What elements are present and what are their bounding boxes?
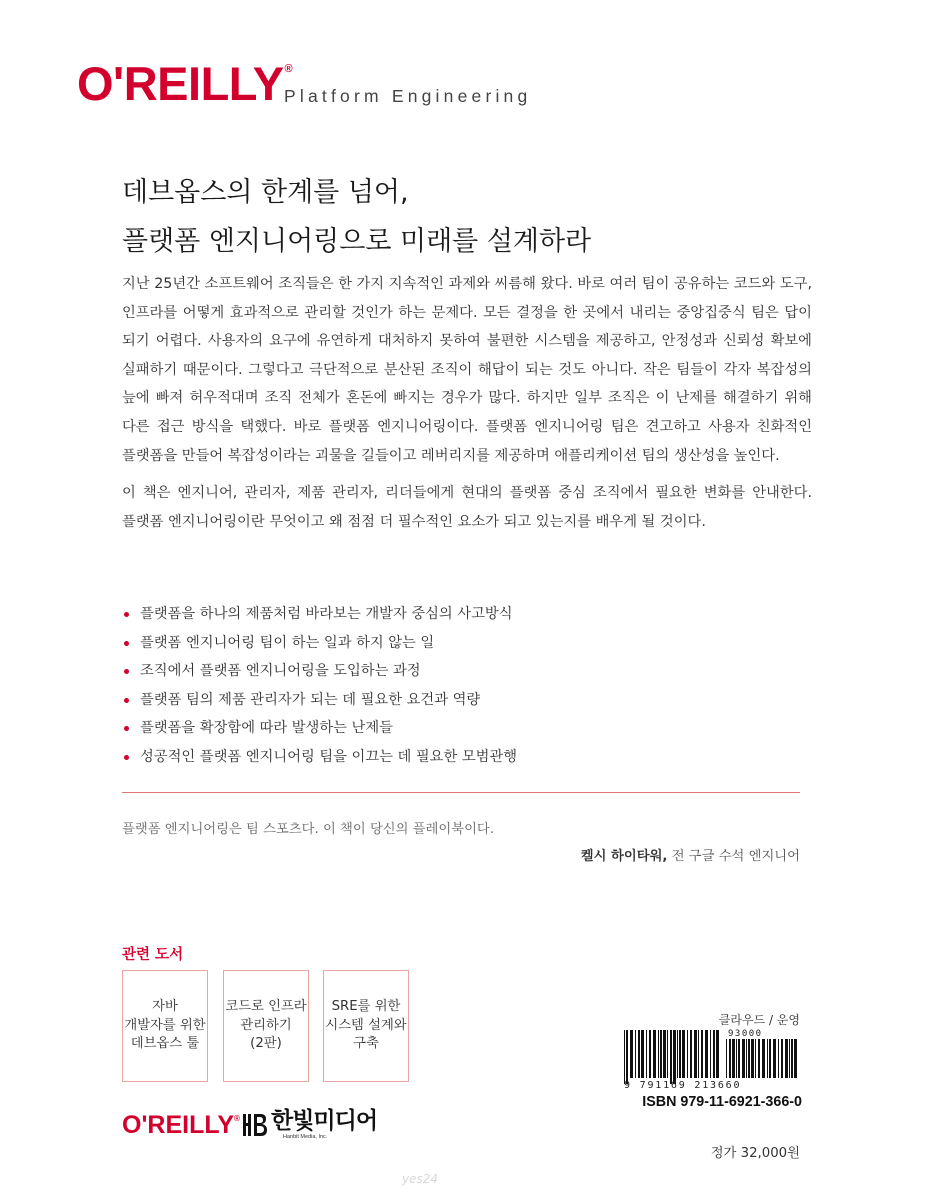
registered-mark: ® <box>234 1114 240 1123</box>
oreilly-footer-logo-text: O'REILLY <box>122 1111 234 1139</box>
endorser-name: 켈시 하이타워, <box>580 849 668 864</box>
hanbit-logo-subtext: Hanbit Media, Inc. <box>283 1134 328 1140</box>
registered-mark: ® <box>284 63 293 75</box>
description-paragraph-2: 이 책은 엔지니어, 관리자, 제품 관리자, 리더들에게 현대의 플랫폼 중심 조직에서 필요한 변화를 안내한다. 플랫폼 엔지니어링이란 무엇이고 왜 점점 더 필수적인 요소가 되고 있는지를 배우게 될 것이다. <box>122 485 812 530</box>
series-title: Platform Engineering <box>284 86 532 106</box>
feature-item <box>122 743 812 772</box>
isbn: ISBN 979-11-6921-366-0 <box>642 1094 802 1110</box>
hanbit-logo-icon <box>243 1114 267 1136</box>
endorsement-quote: 플랫폼 엔지니어링은 팀 스포츠다. 이 책이 당신의 플레이북이다. <box>122 822 495 837</box>
related-book-label: SRE를 위한 시스템 설계와 구축 <box>325 999 407 1052</box>
category-label: 클라우드 / 운영 <box>718 1013 800 1027</box>
hanbit-logo-text: 한빛미디어 <box>271 1108 378 1134</box>
bullet-icon <box>124 755 129 760</box>
related-book-1[interactable] <box>122 970 208 1082</box>
feature-item <box>122 714 812 743</box>
barcode-digits: 9 791169 213660 <box>624 1080 742 1091</box>
headline-line-2: 플랫폼 엔지니어링으로 미래를 설계하라 <box>122 226 592 257</box>
headline <box>122 168 842 266</box>
bullet-icon <box>124 641 129 646</box>
barcode-addon-digits: 93000 <box>728 1029 763 1039</box>
description-paragraph-1: 지난 25년간 소프트웨어 조직들은 한 가지 지속적인 과제와 씨름해 왔다. 바로 여러 팀이 공유하는 코드와 도구, 인프라를 어떻게 효과적으로 관리할 것인가 하는 문제다. 모든 결정을 한 곳에서 내리는 중앙집중식 팀은 답이 되기 어렵다. 사용자의 요구에 유연하게 대처하지 못하여 불편한 시스템을 제공하고, 안정성과 신뢰성 확보에 실패하기 때문이다. 그렇다고 극단적으로 분산된 조직이 해답이 되는 것도 아니다. 작은 팀들이 각자 복잡성의 늪에 빠져 허우적대며 조직 전체가 혼돈에 빠지는 경우가 많다. 하지만 일부 조직은 이 난제를 해결하기 위해 다른 접근 방식을 택했다. 바로 플랫폼 엔지니어링이다. 플랫폼 엔지니어링 팀은 견고하고 사용자 친화적인 플랫폼을 만들어 복잡성이라는 괴물을 길들이고 레버리지를 제공하며 애플리케이션 팀의 생산성을 높인다. <box>122 276 812 464</box>
feature-list <box>122 600 812 771</box>
feature-text: 플랫폼을 확장함에 따라 발생하는 난제들 <box>140 720 393 736</box>
description <box>122 270 812 545</box>
feature-item <box>122 657 812 686</box>
feature-item <box>122 600 812 629</box>
bullet-icon <box>124 612 129 617</box>
related-book-label: 자바 개발자를 위한 데브옵스 툴 <box>124 999 206 1052</box>
section-divider <box>122 792 800 793</box>
feature-text: 플랫폼 엔지니어링 팀이 하는 일과 하지 않는 일 <box>140 634 435 651</box>
related-book-2[interactable] <box>223 970 309 1082</box>
feature-text: 조직에서 플랫폼 엔지니어링을 도입하는 과정 <box>140 663 421 679</box>
headline-line-1: 데브옵스의 한계를 넘어, <box>122 177 409 208</box>
related-book-label: 코드로 인프라 관리하기 (2판) <box>225 999 307 1052</box>
feature-item <box>122 686 812 715</box>
oreilly-logo <box>77 57 293 110</box>
barcode-icon <box>624 1030 720 1084</box>
endorsement-attribution <box>581 845 800 864</box>
bullet-icon <box>124 669 129 674</box>
related-books-title: 관련 도서 <box>122 947 184 963</box>
feature-text: 성공적인 플랫폼 엔지니어링 팀을 이끄는 데 필요한 모범관행 <box>140 748 518 765</box>
bullet-icon <box>124 726 129 731</box>
price: 정가 32,000원 <box>710 1146 800 1161</box>
watermark: yes24 <box>402 1172 439 1186</box>
oreilly-footer-logo <box>122 1113 240 1138</box>
endorser-title: 전 구글 수석 엔지니어 <box>671 849 800 864</box>
feature-text: 플랫폼을 하나의 제품처럼 바라보는 개발자 중심의 사고방식 <box>140 606 513 622</box>
bullet-icon <box>124 698 129 703</box>
oreilly-logo-text: O'REILLY <box>77 57 284 110</box>
barcode-addon-icon <box>726 1039 800 1084</box>
feature-text: 플랫폼 팀의 제품 관리자가 되는 데 필요한 요건과 역량 <box>140 691 481 708</box>
related-book-3[interactable] <box>323 970 409 1082</box>
feature-item <box>122 629 812 658</box>
